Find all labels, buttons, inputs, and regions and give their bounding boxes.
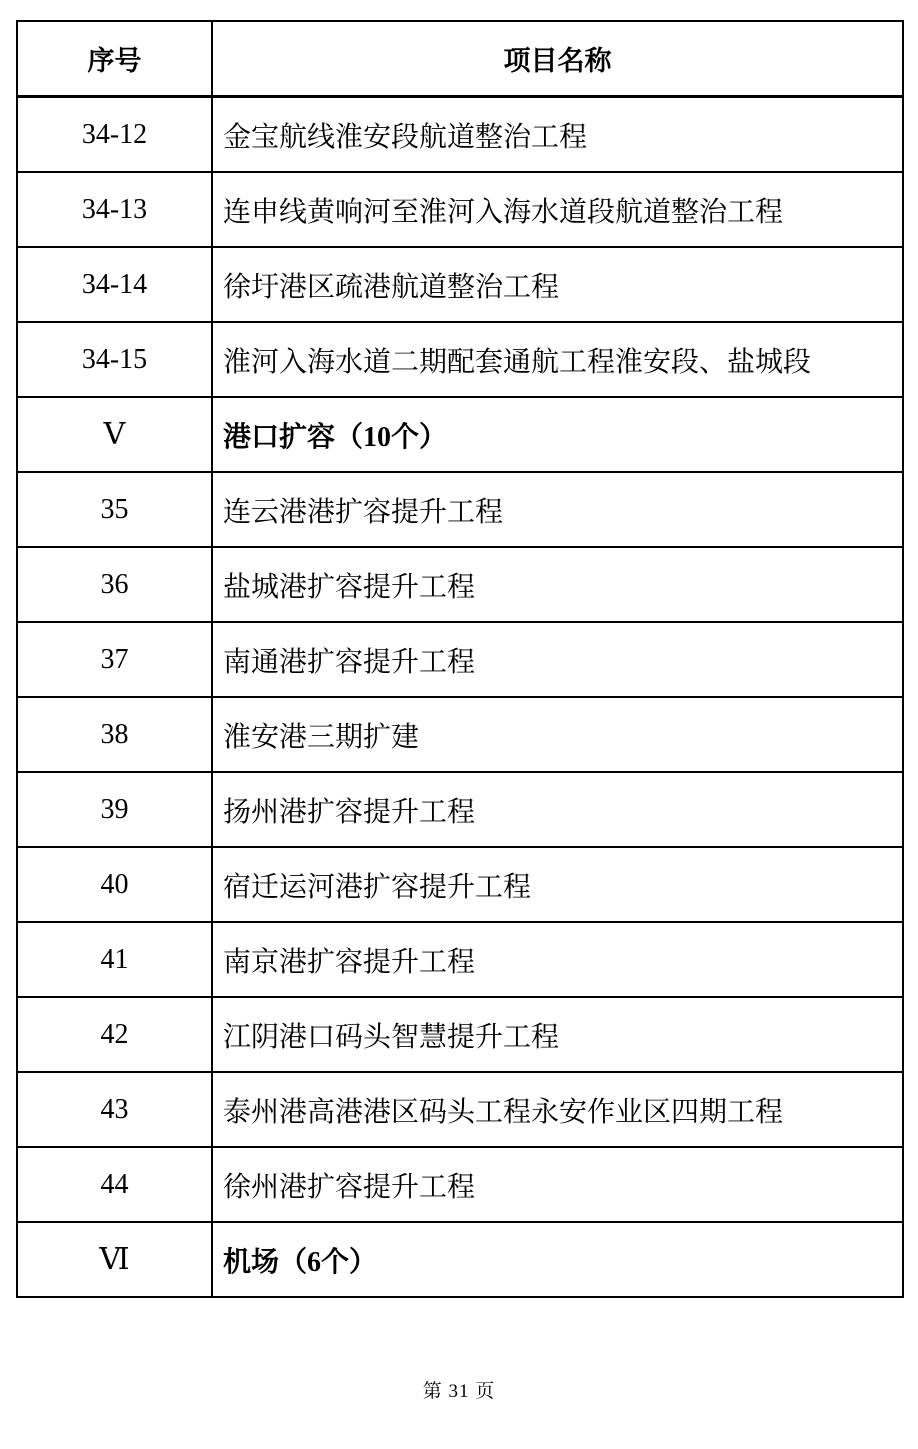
serial-cell: 34-15 [17, 322, 212, 397]
project-name-text: 金宝航线淮安段航道整治工程 [223, 121, 588, 153]
project-name-cell [212, 922, 903, 997]
table-row [17, 847, 903, 922]
project-name-text: 扬州港扩容提升工程 [223, 796, 476, 828]
page-number: 第 31 页 [422, 1381, 496, 1402]
section-count-text: （6个） [279, 1246, 378, 1278]
table-row [17, 1072, 903, 1147]
project-name-cell [212, 172, 903, 247]
serial-cell: 38 [17, 697, 212, 772]
table-row [17, 472, 903, 547]
project-name-cell [212, 247, 903, 322]
table-row [17, 772, 903, 847]
table-row [17, 547, 903, 622]
serial-cell: 34-13 [17, 172, 212, 247]
serial-cell: 41 [17, 922, 212, 997]
project-name-cell [212, 1222, 903, 1297]
table-row [17, 97, 903, 173]
project-name-cell [212, 997, 903, 1072]
project-name-cell [212, 1072, 903, 1147]
table-header [17, 21, 903, 97]
section-row [17, 397, 903, 472]
project-name-cell [212, 97, 903, 173]
serial-cell: 35 [17, 472, 212, 547]
project-name-text: 连云港港扩容提升工程 [223, 496, 504, 528]
serial-cell: 37 [17, 622, 212, 697]
table-row [17, 922, 903, 997]
project-name-cell [212, 397, 903, 472]
project-name-cell [212, 547, 903, 622]
serial-cell: Ⅴ [17, 397, 212, 472]
serial-cell: 40 [17, 847, 212, 922]
project-name-cell [212, 472, 903, 547]
section-count-text: （10个） [335, 421, 448, 453]
project-name-text: 徐州港扩容提升工程 [223, 1171, 476, 1203]
project-name-text: 机场 [223, 1245, 280, 1277]
project-name-cell [212, 1147, 903, 1222]
serial-cell: Ⅵ [17, 1222, 212, 1297]
serial-cell: 34-12 [17, 97, 212, 173]
project-name-text: 宿迁运河港扩容提升工程 [223, 871, 532, 903]
project-name-cell [212, 697, 903, 772]
project-name-text: 泰州港高港港区码头工程永安作业区四期工程 [223, 1096, 784, 1128]
project-name-text: 盐城港扩容提升工程 [223, 571, 476, 603]
table-body [17, 97, 903, 1298]
project-name-text: 江阴港口码头智慧提升工程 [223, 1021, 560, 1053]
project-name-text: 连申线黄响河至淮河入海水道段航道整治工程 [223, 196, 784, 228]
project-name-cell [212, 847, 903, 922]
project-name-text: 南京港扩容提升工程 [223, 946, 476, 978]
project-name-cell [212, 322, 903, 397]
table-row [17, 1147, 903, 1222]
serial-cell: 36 [17, 547, 212, 622]
project-name-text: 港口扩容 [223, 420, 336, 452]
project-name-cell [212, 772, 903, 847]
table-row [17, 247, 903, 322]
header-row [17, 21, 903, 97]
project-name-text: 淮安港三期扩建 [223, 721, 420, 753]
table-row [17, 322, 903, 397]
project-name-text: 淮河入海水道二期配套通航工程淮安段、盐城段 [223, 346, 812, 378]
header-serial: 序号 [17, 21, 212, 97]
project-name-cell [212, 622, 903, 697]
section-row [17, 1222, 903, 1297]
serial-cell: 43 [17, 1072, 212, 1147]
serial-cell: 42 [17, 997, 212, 1072]
table-row [17, 172, 903, 247]
projects-table [16, 20, 904, 1298]
table-row [17, 997, 903, 1072]
serial-cell: 34-14 [17, 247, 212, 322]
table-row [17, 697, 903, 772]
serial-cell: 44 [17, 1147, 212, 1222]
header-project-name: 项目名称 [212, 21, 903, 97]
table-row [17, 622, 903, 697]
serial-cell: 39 [17, 772, 212, 847]
project-name-text: 南通港扩容提升工程 [223, 646, 476, 678]
project-name-text: 徐圩港区疏港航道整治工程 [223, 271, 560, 303]
